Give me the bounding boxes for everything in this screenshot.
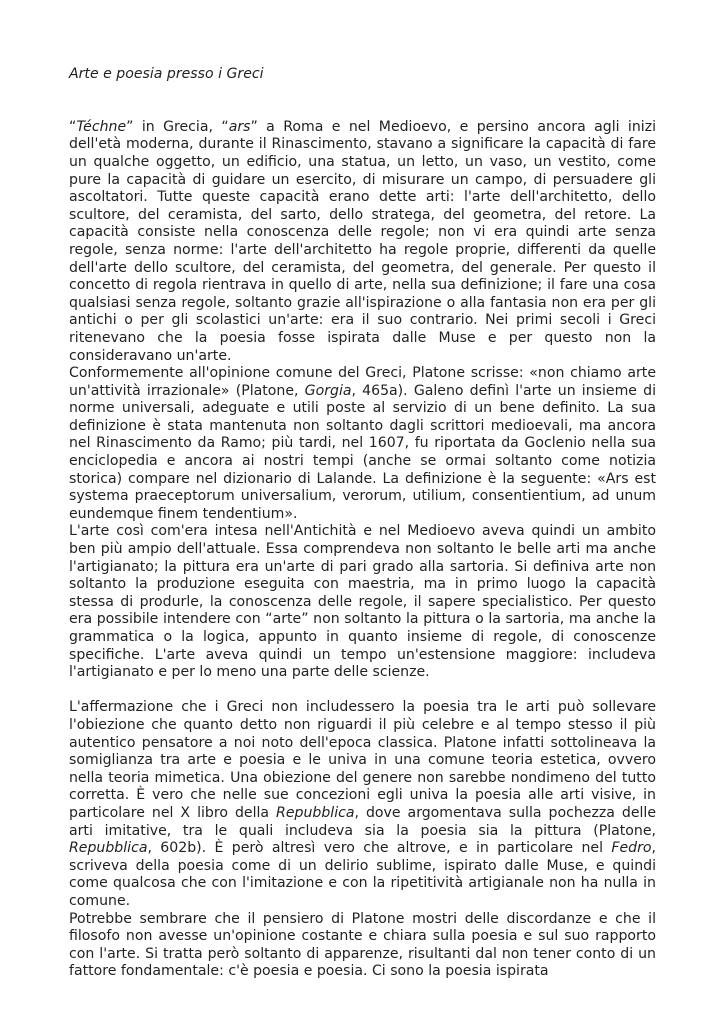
spacer [69, 682, 656, 700]
text-run: , 465a). Galeno definì l'arte un insieme di norme universali, adeguate e utili poste al servizio di un bene definito. La sua definizione è stata mantenuta non soltanto dagli scrittori medioevali, ma ancora nel Rinascimento da Ramo; più tardi, nel 1607, fu riportata da Goclenio nella sua enciclopedia e ancora ai nostri tempi (anche se ormai soltanto come notizia storica) compare nel dizionario di Lalande. La definizione è la seguente: «Ars est systema praeceptorum universalium, verorum, utilium, consentientium, ad unum eundemque finem tendentium». [69, 382, 657, 522]
italic-run: Repubblica [69, 840, 148, 857]
spacer [69, 84, 656, 119]
document-page [69, 66, 656, 981]
paragraph [69, 365, 656, 523]
text-run: L'affermazione che i Greci non includessero la poesia tra le arti può sollevare l'obiezione che quanto detto non riguardi il più celebre e al tempo stesso il più autentico pensatore a noi noto dell'epoca classica. Platone infatti sottolineava la somiglianza tra arte e poesia e le univa in una comune teoria estetica, ovvero nella teoria mimetica. Una obiezione del genere non sarebbe nondimeno del tutto corretta. È vero che nelle sue concezioni egli univa la poesia alle arti visive, in particolare nel X libro della [69, 699, 656, 821]
italic-run: ars [228, 118, 251, 135]
italic-run: Repubblica [276, 804, 355, 821]
paragraph [69, 119, 656, 365]
text-run: , dove argomentava sulla pochezza delle arti imitative, tra le quali includeva sia la poesia sia la pittura (Platone, [69, 804, 656, 839]
italic-run: Téchne [76, 118, 127, 135]
paragraph [69, 911, 656, 981]
text-run: L'arte così com'era intesa nell'Antichità e nel Medioevo aveva quindi un ambito ben più ampio dell'attuale. Essa comprendeva non soltanto le belle arti ma anche l'artigianato; la pittura era un'arte di pari grado alla sartoria. Si definiva arte non soltanto la produzione eseguita con maestria, ma in primo luogo la capacità stessa di produrle, la conoscenza delle regole, il sapere specialistico. Per questo era possibile intendere con “arte” non soltanto la pittura o la sartoria, ma anche la grammatica o la logica, appunto in quanto insieme di regole, di conoscenze specifiche. L'arte aveva quindi un tempo un'estensione maggiore: includeva l'artigianato e per lo meno una parte delle scienze. [69, 523, 656, 681]
italic-run: Fedro [611, 840, 652, 857]
text-run: ” a Roma e nel Medioevo, e persino ancora agli inizi dell'età moderna, durante il Rinascimento, stavano a significare la capacità di fare un qualche oggetto, un edificio, una statua, un letto, un vaso, un vestito, come pure la capacità di guidare un esercito, di misurare un campo, di persuadere gli ascoltatori. Tutte queste capacità erano dette arti: l'arte dell'architetto, dello scultore, del ceramista, del sarto, dello stratega, del geometra, del retore. La capacità consiste nella conoscenza delle regole; non vi era quindi arte senza regole, senza norme: l'arte dell'architetto ha regole proprie, differenti da quelle dell'arte dello scultore, del ceramista, del geometra, del generale. Per questo il concetto di regola rientrava in quello di arte, nella sua definizione; il fare una cosa qualsiasi senza regole, soltanto grazie all'ispirazione o alla fantasia non era per gli antichi o per gli scolastici un'arte: era il suo contrario. Nei primi secoli i Greci ritenevano che la poesia fosse ispirata dalle Muse e per questo non la consideravano un'arte. [69, 118, 657, 364]
text-run: , scriveva della poesia come di un delirio sublime, ispirato dalle Muse, e quindi come qualcosa che con l'imitazione e con la ripetitività artigianale non ha nulla in comune. [69, 840, 656, 909]
text-run: Potrebbe sembrare che il pensiero di Platone mostri delle discordanze e che il filosofo non avesse un'opinione costante e chiara sulla poesia e sul suo rapporto con l'arte. Si tratta però soltanto di apparenze, risultanti dal non tener conto di un fattore fondamentale: c'è poesia e poesia. Ci sono la poesia ispirata [69, 910, 656, 980]
italic-run: Gorgia [304, 382, 352, 399]
document-title: Arte e poesia presso i Greci [69, 66, 264, 82]
paragraph [69, 699, 656, 910]
text-run: “ [69, 118, 77, 135]
text-run: ” in Grecia, “ [126, 118, 229, 135]
paragraph [69, 523, 656, 681]
text-run: , 602b). È però altresì vero che altrove, e in particolare nel [147, 840, 612, 857]
text-run: Conformemente all'opinione comune del Greci, Platone scrisse: «non chiamo arte un'attività irrazionale» (Platone, [69, 365, 656, 399]
